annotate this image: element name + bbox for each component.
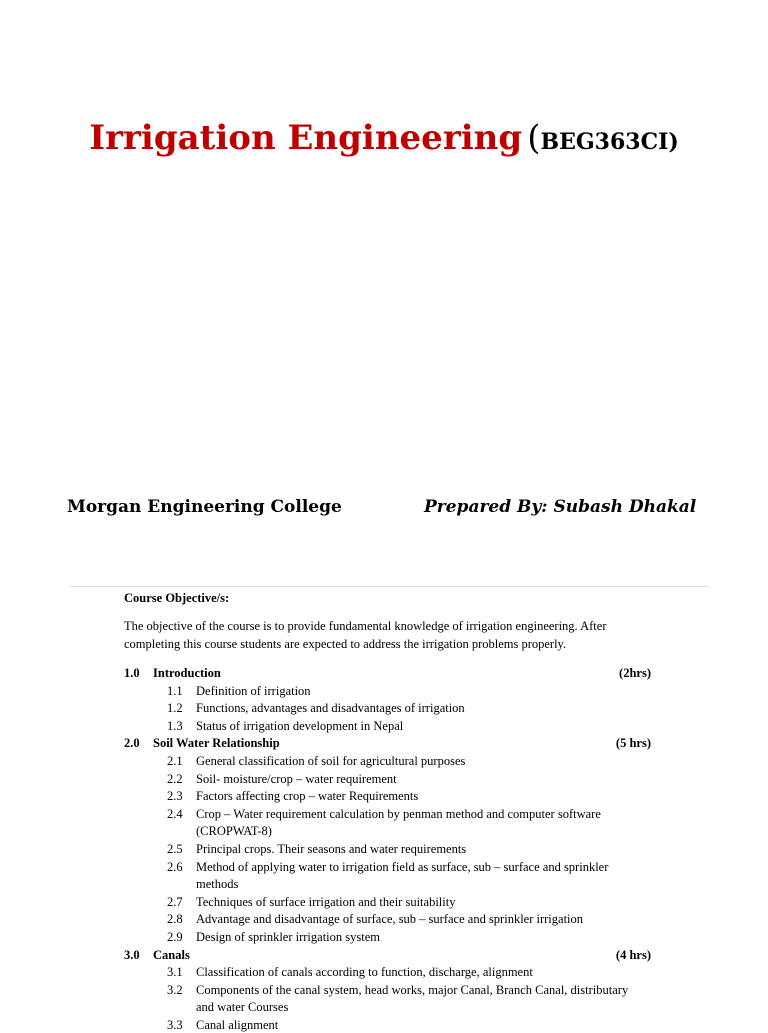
prepared-by: Prepared By: Subash Dhakal xyxy=(424,497,697,517)
item-text: Classification of canals according to function, discharge, alignment xyxy=(196,965,533,980)
course-code: BEG363CI) xyxy=(540,129,679,155)
item-text: Definition of irrigation xyxy=(196,683,311,698)
item-number: 2.4 xyxy=(167,806,183,821)
item-number: 2.2 xyxy=(167,771,183,786)
item-number: 3.1 xyxy=(167,965,183,980)
item-text: Soil- moisture/crop – water requirement xyxy=(196,771,397,786)
item-text: Crop – Water requirement calculation by penman method and computer software xyxy=(196,806,601,821)
item-number: 3.2 xyxy=(167,982,183,997)
item-text: Principal crops. Their seasons and water requirements xyxy=(196,842,467,856)
section-hours: (5 hrs) xyxy=(615,736,651,751)
item-number: 2.3 xyxy=(167,789,183,804)
item-text: Advantage and disadvantage of surface, sub – surface and sprinkler irrigation xyxy=(196,912,584,927)
section-title: Canals xyxy=(153,947,190,962)
item-number: 2.1 xyxy=(167,754,183,768)
item-text: methods xyxy=(196,877,239,892)
item-number: 2.6 xyxy=(167,859,183,874)
item-text: General classification of soil for agricultural purposes xyxy=(196,754,466,768)
item-text: Techniques of surface irrigation and their suitability xyxy=(196,894,456,909)
section-number: 3.0 xyxy=(124,947,140,962)
title-main: Irrigation Engineering xyxy=(89,118,523,158)
item-number: 2.5 xyxy=(167,842,183,856)
title-open-paren: ( xyxy=(527,118,541,158)
item-text: Design of sprinkler irrigation system xyxy=(196,930,380,944)
section-number: 2.0 xyxy=(124,736,140,751)
item-text: Functions, advantages and disadvantages of irrigation xyxy=(196,701,465,716)
item-text: Canal alignment xyxy=(196,1018,279,1032)
item-number: 1.3 xyxy=(167,718,183,733)
section-title: Introduction xyxy=(153,666,221,680)
item-text: Method of applying water to irrigation field as surface, sub – surface and sprinkler xyxy=(196,859,609,874)
item-number: 1.1 xyxy=(167,683,183,698)
item-number: 2.7 xyxy=(167,894,183,909)
section-number: 1.0 xyxy=(124,666,140,680)
objective-line-2: completing this course students are expected to address the irrigation problems properly. xyxy=(124,637,567,651)
item-number: 2.9 xyxy=(167,930,183,944)
section-hours: (2hrs) xyxy=(619,666,651,680)
objective-heading: Course Objective/s: xyxy=(124,591,230,605)
item-number: 3.3 xyxy=(167,1018,183,1032)
item-text: and water Courses xyxy=(196,1000,289,1015)
item-text: Components of the canal system, head works, major Canal, Branch Canal, distributary xyxy=(196,982,629,997)
section-title: Soil Water Relationship xyxy=(153,736,280,751)
college-name: Morgan Engineering College xyxy=(67,497,342,517)
item-number: 2.8 xyxy=(167,912,183,927)
objective-line-1: The objective of the course is to provide fundamental knowledge of irrigation engineering. After xyxy=(124,619,607,633)
item-text: Status of irrigation development in Nepal xyxy=(196,718,404,733)
item-number: 1.2 xyxy=(167,701,183,716)
item-text: (CROPWAT-8) xyxy=(196,824,272,839)
item-text: Factors affecting crop – water Requirements xyxy=(196,789,419,804)
section-hours: (4 hrs) xyxy=(615,947,651,962)
